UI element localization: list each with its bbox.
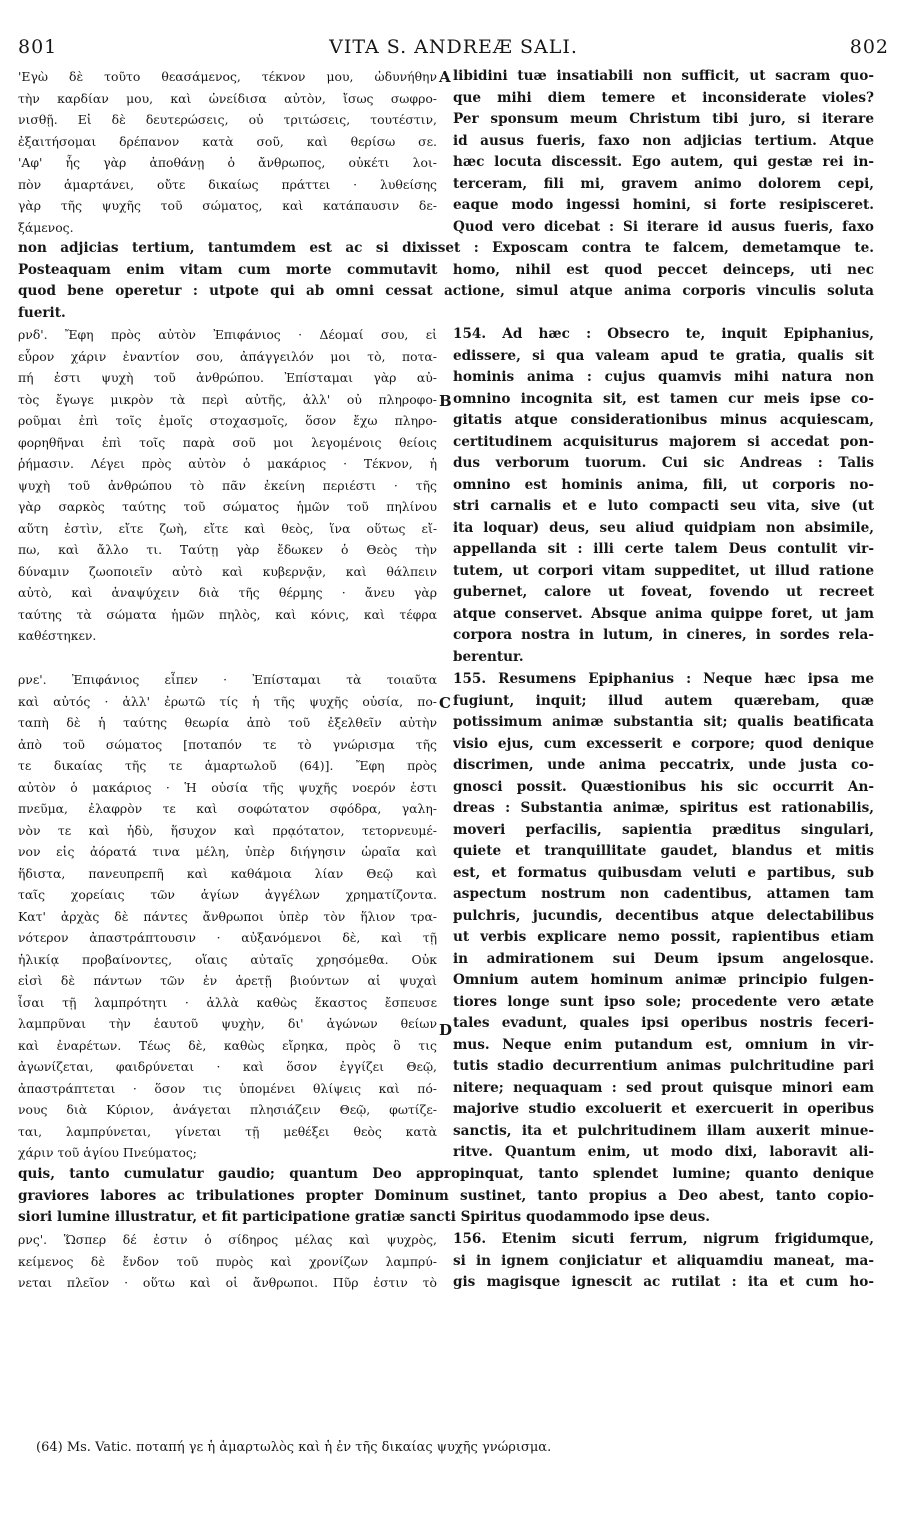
text-line: ταπὴ δὲ ἡ ταύτης θεωρία ἀπὸ τοῦ ἐξελθεῖν αὐτὴν xyxy=(18,715,437,730)
page-number-left: 801 xyxy=(18,36,58,58)
text-line: in admirationem sui Deum ipsum angelosque. xyxy=(453,950,874,967)
text-line: fuerit. xyxy=(18,304,66,321)
text-line: 'Εγὼ δὲ τοῦτο θεασάμενος, τέκνον μου, ὠδυνήθην xyxy=(18,69,437,84)
text-line: est, et formatus quibusdam veluti e partibus, sub xyxy=(453,864,874,881)
text-line: fugiunt, inquit; illud autem quærebam, quæ xyxy=(453,692,874,709)
text-line: gis magisque ignescit ac rutilat : ita et cum ho- xyxy=(453,1274,874,1290)
text-line: καὶ αὐτός · ἀλλ' ἐρωτῶ τίς ἡ τῆς ψυχῆς οὐσία, πο- xyxy=(18,693,437,709)
text-line: id ausus fueris, faxo non adjicias tertium. Atque xyxy=(453,132,874,149)
text-line: φορηθῆναι ἐπὶ τοῖς παρὰ σοῦ μοι λεγομένοις θείοις xyxy=(18,434,437,450)
text-line: omnino est hominis anima, fili, ut corporis no- xyxy=(453,476,874,493)
text-line: 155. Resumens Epiphanius : Neque hæc ipsa me xyxy=(453,671,874,687)
latin-column-section-155 xyxy=(453,669,874,1164)
text-line: gubernet, calore ut foveat, fovendo ut recreet xyxy=(453,584,874,600)
text-line: τὴν καρδίαν μου, καὶ ὠνείδισα αὐτὸν, ἴσως σωφρο- xyxy=(18,90,437,106)
text-line: ἐξαιτήσομαι δρέπανον κατὰ σοῦ, καὶ θερίσω σε. xyxy=(18,133,437,149)
text-line: hæc locuta discessit. Ego autem, qui gestæ rei in- xyxy=(453,154,874,170)
text-line: visio ejus, cum excesserit e corpore; quod denique xyxy=(453,735,874,752)
text-line: κείμενος δὲ ἔνδον τοῦ πυρὸς καὶ χρονίζων λαμπρύ- xyxy=(18,1253,437,1269)
text-line: appellanda sit : illi certe talem Deus contulit vir- xyxy=(453,541,874,557)
text-line: potissimum animæ substantia sit; qualis beatificata xyxy=(453,714,874,730)
margin-marker-b: B xyxy=(439,392,452,410)
text-line: Posteaquam enim vitam cum morte commutavit homo, nihil est quod peccet deinceps, uti nec xyxy=(18,261,874,278)
text-line: non adjicias tertium, tantumdem est ac si dixisset : Exposcam contra te falcem, demetamque te. xyxy=(18,240,874,256)
text-line: Per sponsum meum Christum tibi juro, si iterare xyxy=(453,111,874,127)
greek-column-section-1 xyxy=(18,66,437,238)
text-line: ται, λαμπρύνεται, γίνεται τῇ μεθέξει θεὸς κατὰ xyxy=(18,1123,437,1139)
text-line: gnosci possit. Quæstionibus his sic occurrit An- xyxy=(453,778,874,795)
text-line: ἥδιστα, πανευπρεπῆ καὶ καθάμοια λίαν Θεῷ καὶ xyxy=(18,865,437,881)
text-line: ξάμενος. xyxy=(18,219,74,235)
text-line: gitatis atque considerationibus minus acquiescam, xyxy=(453,412,874,428)
latin-column-section-1 xyxy=(453,66,874,238)
latin-full-width-section-155 xyxy=(18,1164,874,1229)
text-line: γὰρ τῆς ψυχῆς τοῦ σώματος, καὶ κατάπαυσιν δε- xyxy=(18,198,437,213)
text-line: ἀπαστράπτεται · ὅσον τις ὑπομένει θλίψεις καὶ πό- xyxy=(18,1080,437,1096)
text-line: πὸν ἁμαρτάνει, οὔτε δικαίως πράττει · λυθείσης xyxy=(18,176,437,192)
text-line: Omnium autem hominum animæ principio fulgen- xyxy=(453,972,874,988)
text-line: νότερον ἀπαστράπτουσιν · αὐξανόμενοι δὲ, καὶ τῇ xyxy=(18,930,437,945)
greek-column-section-156 xyxy=(18,1229,437,1294)
text-line: certitudinem acquisiturus majorem si accedat pon- xyxy=(453,433,874,450)
text-line: αὐτὸν ὁ μακάριος · Ἡ οὐσία τῆς ψυχῆς νοερόν ἐστι xyxy=(18,779,437,795)
text-line: νισθῇ. Εἰ δὲ δευτερώσεις, οὐ τριτώσεις, τουτέστιν, xyxy=(18,112,437,127)
text-line: δύναμιν ζωοποιεῖν αὐτὸ καὶ κυβερνᾷν, καὶ θάλπειν xyxy=(18,563,437,579)
text-line: nitere; nequaquam : sed prout quisque minori eam xyxy=(453,1079,874,1096)
text-line: τε δικαίας τῆς τε ἁμαρτωλοῦ (64)]. Ἔφη πρὸς xyxy=(18,758,437,773)
text-line: quiete et tranquillitate gaudet, blandus et mitis xyxy=(453,843,874,859)
latin-column-section-156 xyxy=(453,1229,874,1294)
text-line: Quod vero dicebat : Si iterare id ausus fueris, faxo xyxy=(453,218,874,235)
latin-column-section-154 xyxy=(453,324,874,668)
text-line: terceram, fili mi, gravem animo dolorem cepi, xyxy=(453,175,874,192)
latin-full-width-section-1 xyxy=(18,238,874,324)
text-line: γὰρ σαρκὸς ταύτης τοῦ σώματος ἡμῶν τοῦ πηλίνου xyxy=(18,499,437,514)
text-line: χάριν τοῦ ἁγίου Πνεύματος; xyxy=(18,1145,197,1160)
text-line: ἡλικίᾳ προβαίνοντες, οἵαις αὐταῖς χρησόμεθα. Οὐκ xyxy=(18,951,437,967)
text-line: moveri perfacilis, sapientia præditus singulari, xyxy=(453,821,874,838)
margin-marker-d: D xyxy=(439,1021,453,1039)
text-line: hominis anima : cujus quamvis mihi natura non xyxy=(453,369,874,385)
text-line: atque conservet. Absque anima quippe foret, ut jam xyxy=(453,605,874,622)
running-header xyxy=(18,36,889,62)
text-line: ἀγωνίζεται, φαιδρύνεται · καὶ ὅσον ἐγγίζει Θεῷ, xyxy=(18,1059,437,1074)
text-line: ut verbis explicare nemo possit, rapientibus etiam xyxy=(453,929,874,945)
text-line: discrimen, unde anima peccatrix, unde justa co- xyxy=(453,757,874,773)
margin-marker-a: A xyxy=(439,68,451,86)
text-line: tutis stadio decurrentium animas pulchritudine pari xyxy=(453,1058,874,1074)
text-line: νον εἰς ἀόρατά τινα μέλη, ὑπὲρ διήγησιν ὡραῖα καὶ xyxy=(18,844,437,859)
text-line: ita loquar) deus, seu aliud quidpiam non absimile, xyxy=(453,519,874,536)
text-line: 154. Ad hæc : Obsecro te, inquit Epiphanius, xyxy=(453,326,874,342)
text-line: πω, καὶ ἄλλο τι. Ταύτῃ γὰρ ἔδωκεν ὁ Θεὸς τὴν xyxy=(18,542,437,557)
text-line: πή ἐστι ψυχὴ τοῦ ἀνθρώπου. Ἐπίσταμαι γὰρ αὐ- xyxy=(18,370,437,385)
text-line: ψυχὴ τοῦ ἀνθρώπου τὸ πᾶν ἐκείνη περιέστι · τῆς xyxy=(18,477,437,493)
text-line: stri carnalis et e luto compacti seu vita, sive (ut xyxy=(453,498,874,514)
margin-marker-c: C xyxy=(439,694,451,712)
page-number-right: 802 xyxy=(849,36,889,58)
text-line: καὶ ἐναρέτων. Τέως δὲ, καθὼς εἴρηκα, πρὸς ὃ τις xyxy=(18,1037,437,1053)
text-line: αὐτὸ, καὶ ἀναψύχειν διὰ τῆς θέρμης · ἄνευ γὰρ xyxy=(18,585,437,600)
text-line: εὗρον χάριν ἐναντίον σου, ἀπάγγειλόν μοι τὸ, ποτα- xyxy=(18,348,437,364)
text-line: omnino incognita sit, est tamen cur meis ipse co- xyxy=(453,390,874,407)
greek-column-section-155 xyxy=(18,669,437,1164)
text-line: ἀπὸ τοῦ σώματος [ποταπόν τε τὸ γνώρισμα τῆς xyxy=(18,736,437,752)
text-line: edissere, si qua valeam apud te gratia, qualis sit xyxy=(453,347,874,364)
text-line: mus. Neque enim putandum est, omnium in vir- xyxy=(453,1036,874,1053)
page-title: VITA S. ANDREÆ SALI. xyxy=(329,36,578,58)
text-line: νους διὰ Κύριον, ἀνάγεται πλησιάζειν Θεῷ, φωτίζε- xyxy=(18,1102,437,1117)
text-line: ρνδ'. Ἔφη πρὸς αὐτὸν Ἐπιφάνιος · Δέομαί σου, εἰ xyxy=(18,327,437,342)
text-line: tales evadunt, quales ipsi operibus nostris feceri- xyxy=(453,1015,874,1031)
text-line: majorive studio excoluerit et exercuerit in operibus xyxy=(453,1101,874,1117)
text-line: ταύτης τὰ σώματα ἡμῶν πηλὸς, καὶ κόνις, καὶ τέφρα xyxy=(18,606,437,622)
text-line: sanctis, ita et pulchritudinem illam auxerit minue- xyxy=(453,1122,874,1139)
text-line: quod bene operetur : utpote qui ab omni cessat actione, simul atque anima corporis vinculis soluta xyxy=(18,283,874,299)
text-line: corpora nostra in lutum, in cineres, in sordes rela- xyxy=(453,627,874,643)
greek-column-section-154 xyxy=(18,324,437,647)
text-line: quis, tanto cumulatur gaudio; quantum Deo appropinquat, tanto splendet lumine; quanto denique xyxy=(18,1166,874,1182)
text-line: eaque modo ingessi homini, si forte resipisceret. xyxy=(453,197,874,213)
text-line: ροῦμαι ἐπὶ τοῖς ἐμοῖς στοχασμοῖς, ὅσον ἔχω πληρο- xyxy=(18,413,437,428)
text-line: τὸς ἔγωγε μικρὸν τὰ περὶ αὐτῆς, ἀλλ' οὐ πληροφο- xyxy=(18,391,437,407)
text-line: νεται πλεῖον · οὕτω καὶ οἱ ἄνθρωποι. Πῦρ ἐστιν τὸ xyxy=(18,1275,437,1290)
text-line: que mihi diem temere et inconsiderate violes? xyxy=(453,89,874,106)
text-line: καθέστηκεν. xyxy=(18,628,97,643)
text-line: ῥήμασιν. Λέγει πρὸς αὐτὸν ὁ μακάριος · Τέκνον, ἡ xyxy=(18,456,437,471)
text-line: νὸν τε καὶ ἡδὺ, ἥσυχον καὶ πρᾳότατον, τετορνευμέ- xyxy=(18,822,437,838)
text-line: αὕτη ἐστὶν, εἴτε ζωὴ, εἴτε καὶ θεὸς, ἵνα οὕτως εἴ- xyxy=(18,520,437,536)
text-line: ταῖς χορείαις τῶν ἁγίων ἀγγέλων χρηματίζοντα. xyxy=(18,887,437,902)
text-line: berentur. xyxy=(453,648,524,665)
text-line: dreas : Substantia animæ, spiritus est rationabilis, xyxy=(453,800,874,816)
text-line: ρνε'. Ἐπιφάνιος εἶπεν · Ἐπίσταμαι τὰ τοιαῦτα xyxy=(18,672,437,687)
text-line: ritve. Quantum enim, ut modo dixi, laboravit ali- xyxy=(453,1144,874,1160)
text-line: tiores longe sunt ipso sole; procedente vero ætate xyxy=(453,993,874,1010)
text-line: siori lumine illustratur, et fit participatione gratiæ sancti Spiritus quodammodo ipse deus. xyxy=(18,1209,710,1225)
footnote: (64) Ms. Vatic. ποταπή γε ἡ ἁμαρτωλὸς καὶ ἡ ἐν τῆς δικαίας ψυχῆς γνώρισμα. xyxy=(36,1440,552,1455)
text-line: aspectum nostrum non cadentibus, attamen tam xyxy=(453,886,874,902)
text-line: ρνς'. Ὥσπερ δέ ἐστιν ὁ σίδηρος μέλας καὶ ψυχρὸς, xyxy=(18,1232,437,1247)
text-line: λαμπρῦναι τὴν ἑαυτοῦ ψυχὴν, δι' ἀγώνων θείων xyxy=(18,1016,437,1031)
text-line: dus verborum tuorum. Cui sic Andreas : Talis xyxy=(453,455,874,471)
text-line: 'Αφ' ἧς γὰρ ἀποθάνῃ ὁ ἄνθρωπος, οὐκέτι λοι- xyxy=(18,155,437,170)
text-line: εἰσὶ δὲ πάντων τῶν ἐν ἀρετῇ βιούντων αἱ ψυχαὶ xyxy=(18,973,437,988)
text-line: graviores labores ac tribulationes propter Dominum sustinet, tanto propius a Deo abest, tanto copio- xyxy=(18,1187,874,1204)
text-line: ἶσαι τῇ λαμπρότητι · ἀλλὰ καθὼς ἕκαστος ἔσπευσε xyxy=(18,994,437,1010)
text-line: Κατ' ἀρχὰς δὲ πάντες ἄνθρωποι ὑπὲρ τὸν ἥλιον τρα- xyxy=(18,908,437,924)
text-line: libidini tuæ insatiabili non sufficit, ut sacram quo- xyxy=(453,68,874,84)
text-line: tutem, ut corpori vitam suppeditet, ut illud ratione xyxy=(453,562,874,579)
text-line: 156. Etenim sicuti ferrum, nigrum frigidumque, xyxy=(453,1231,874,1247)
text-line: pulchris, jucundis, decentibus atque delectabilibus xyxy=(453,907,874,924)
text-line: πνεῦμα, ἐλαφρὸν τε καὶ σοφώτατον σφόδρα, γαλη- xyxy=(18,801,437,816)
text-line: si in ignem conjiciatur et aliquamdiu maneat, ma- xyxy=(453,1252,874,1269)
